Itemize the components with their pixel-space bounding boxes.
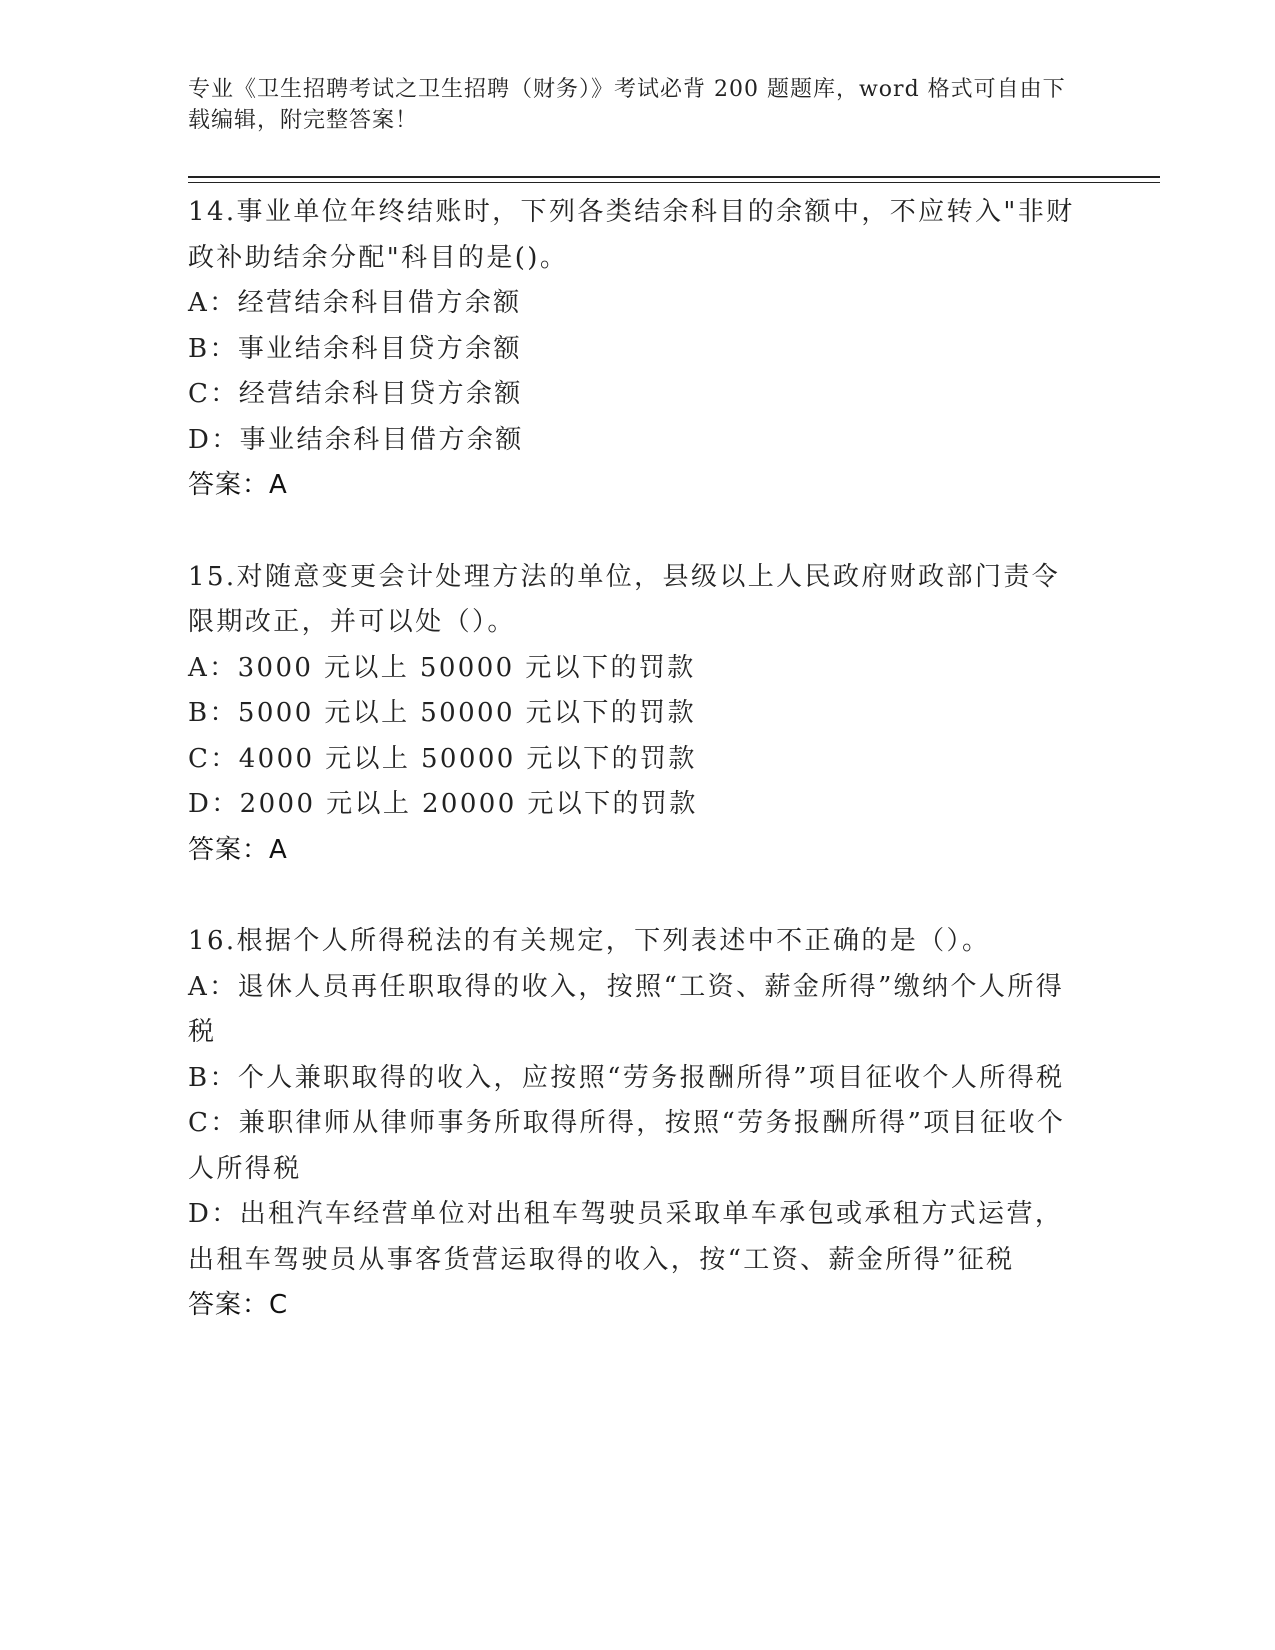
question-stem: 16.根据个人所得税法的有关规定，下列表述中不正确的是（）。: [188, 926, 991, 956]
option-d: D：出租汽车经营单位对出租车驾驶员采取单车承包或承租方式运营，出租车驾驶员从事客货营运取得的收入，按“工资、薪金所得”征税: [188, 1199, 1064, 1275]
question-stem: 14.事业单位年终结账时，下列各类结余科目的余额中，不应转入"非财政补助结余分配"科目的是()。: [188, 197, 1075, 273]
option-b: B：事业结余科目贷方余额: [188, 333, 522, 364]
option-c: C：兼职律师从律师事务所取得所得，按照“劳务报酬所得”项目征收个人所得税: [188, 1108, 1066, 1184]
question-list: [188, 190, 1078, 1375]
question-15: [188, 555, 1078, 874]
header-divider-thick: [188, 176, 1160, 178]
question-14: [188, 190, 1078, 509]
question-16: [188, 919, 1078, 1329]
option-d: D：事业结余科目借方余额: [188, 424, 524, 455]
option-a: A：3000 元以上 50000 元以下的罚款: [188, 652, 696, 683]
answer-line: 答案：C: [188, 1290, 289, 1320]
question-stem: 15.对随意变更会计处理方法的单位，县级以上人民政府财政部门责令限期改正，并可以处（）。: [188, 561, 1061, 637]
option-a: A：退休人员再任职取得的收入，按照“工资、薪金所得”缴纳个人所得税: [188, 971, 1065, 1047]
document-header: 专业《卫生招聘考试之卫生招聘（财务）》考试必背 200 题题库，word 格式可自由下载编辑，附完整答案！: [188, 77, 1066, 133]
option-b: B：个人兼职取得的收入，应按照“劳务报酬所得”项目征收个人所得税: [188, 1062, 1065, 1093]
answer-line: 答案：A: [188, 470, 288, 500]
option-a: A：经营结余科目借方余额: [188, 288, 522, 318]
option-b: B：5000 元以上 50000 元以下的罚款: [188, 698, 696, 728]
answer-line: 答案：A: [188, 834, 288, 865]
header-divider-thin: [188, 182, 1160, 183]
option-c: C：4000 元以上 50000 元以下的罚款: [188, 743, 697, 774]
option-c: C：经营结余科目贷方余额: [188, 379, 523, 409]
option-d: D：2000 元以上 20000 元以下的罚款: [188, 789, 698, 819]
